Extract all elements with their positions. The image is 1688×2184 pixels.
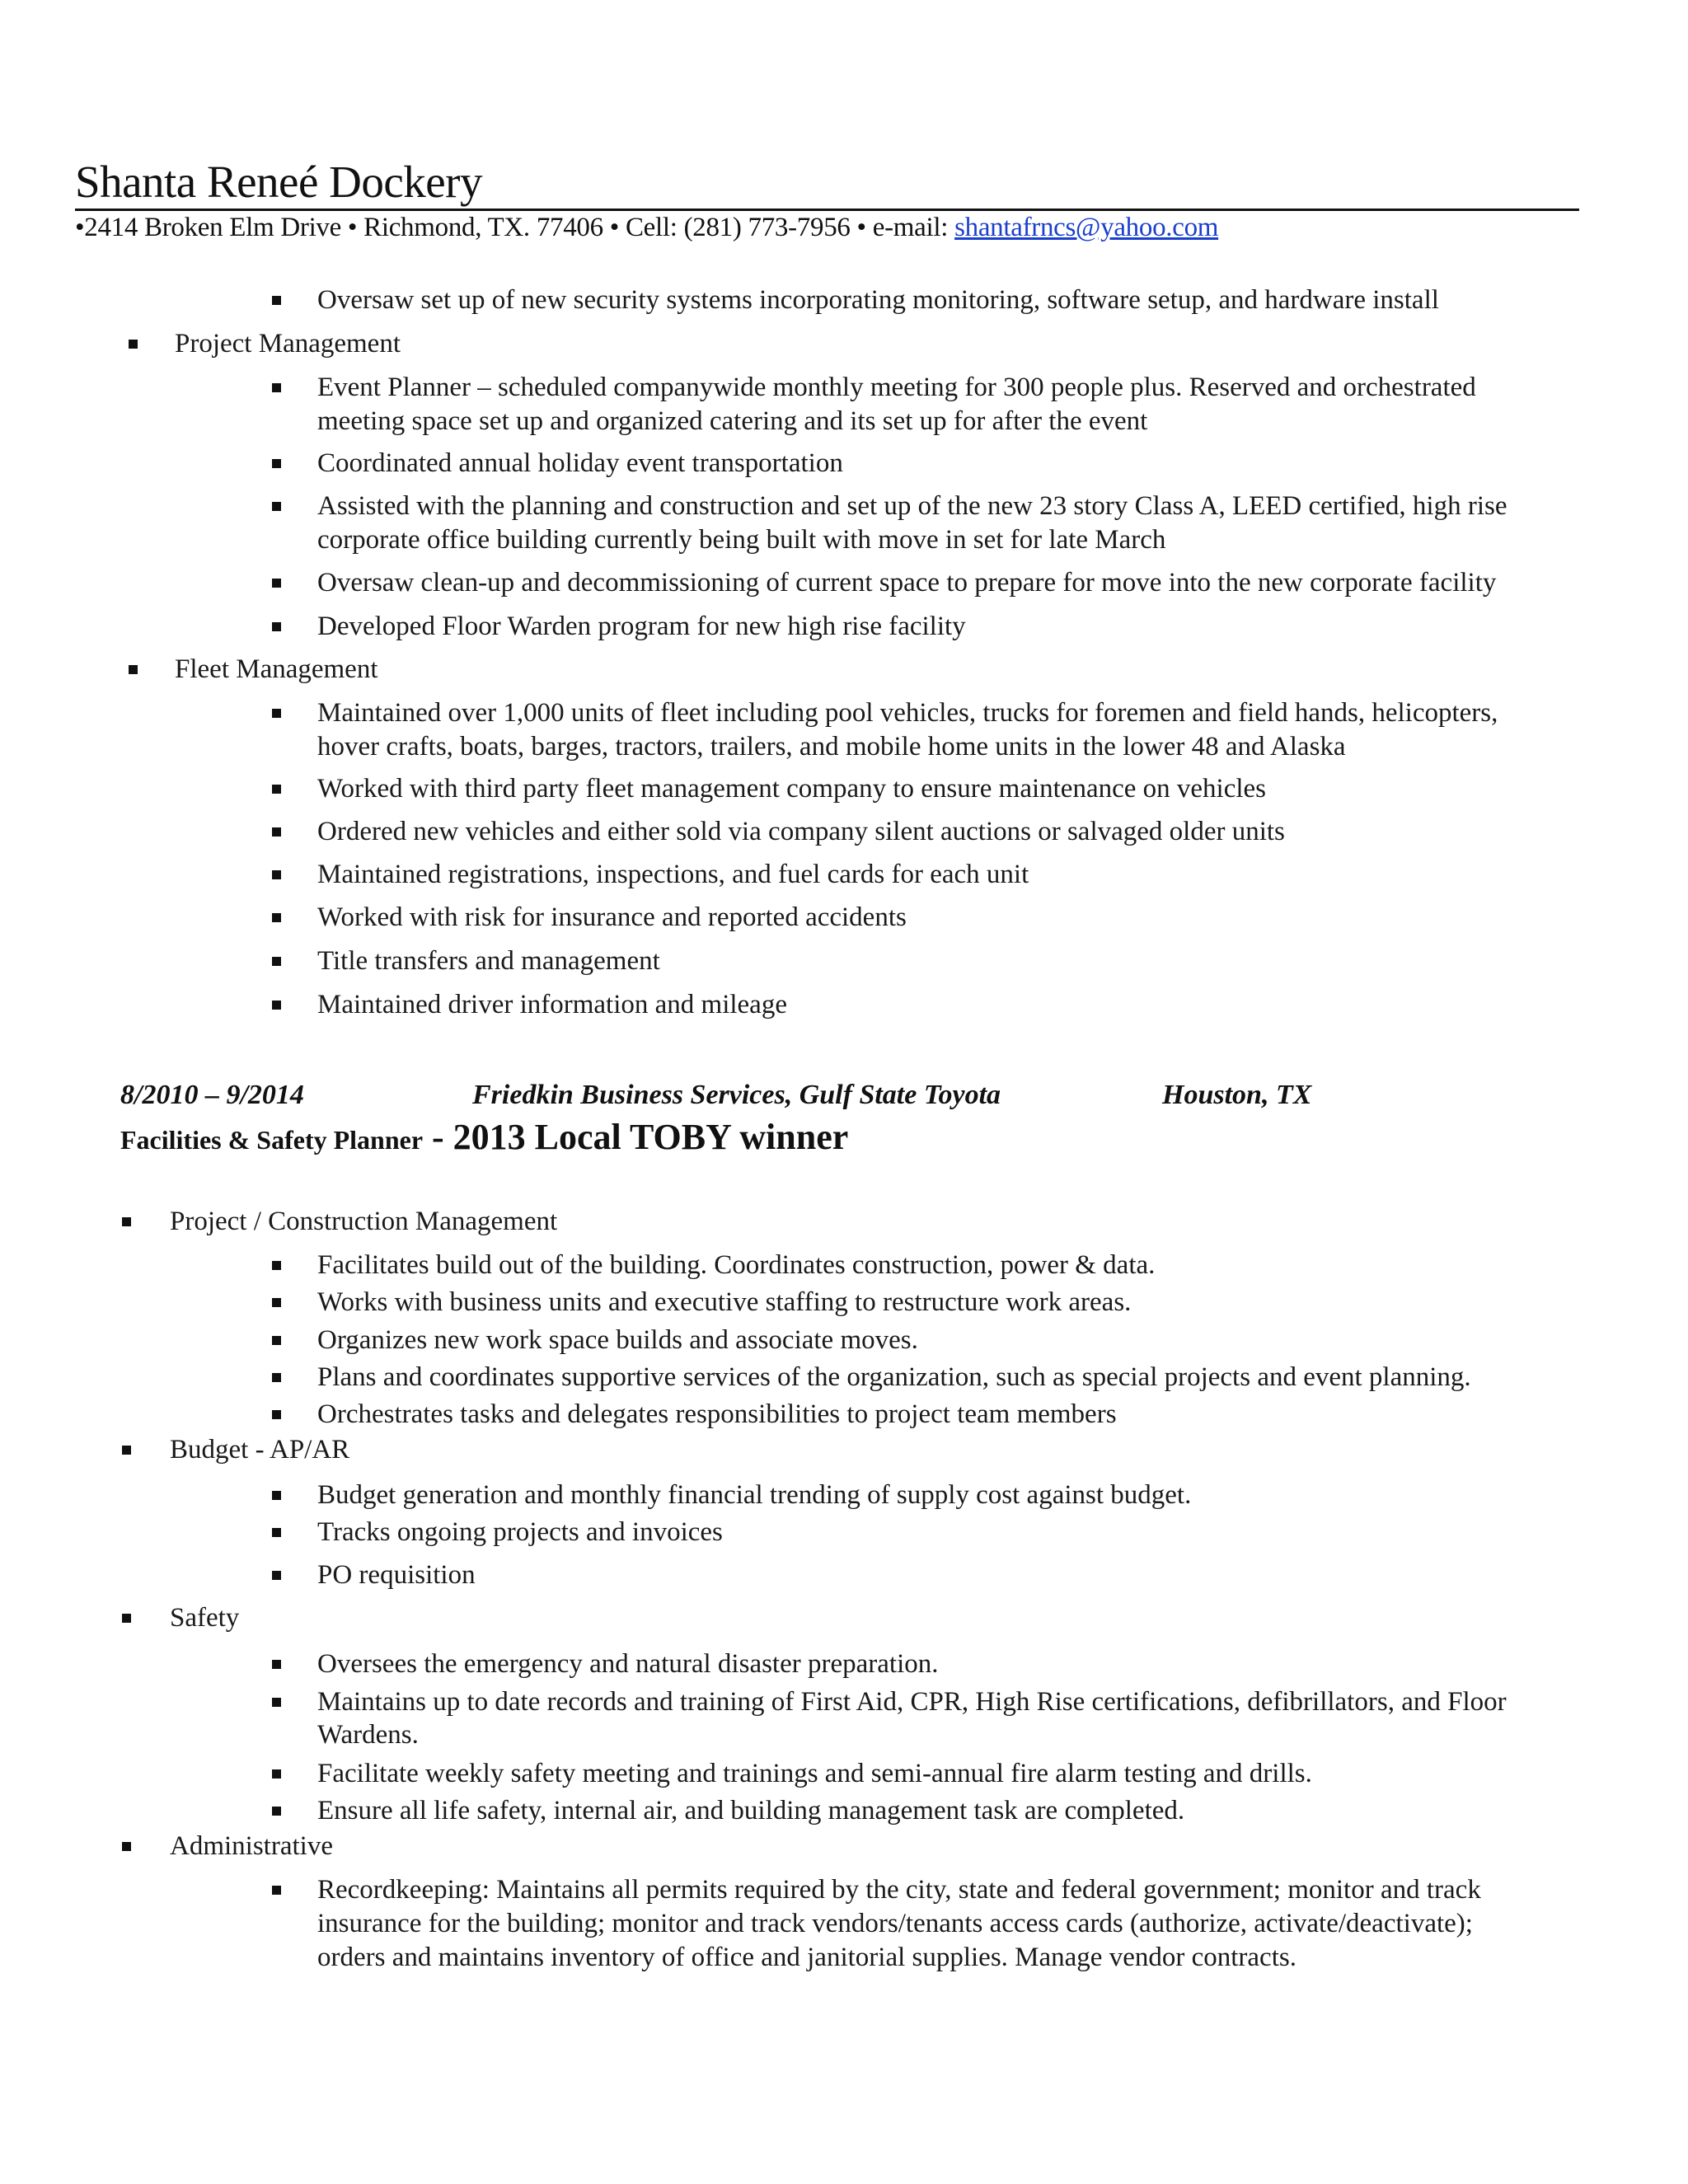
list-item: Oversaw set up of new security systems incorporating monitoring, software setup, and hardware install (317, 285, 1439, 315)
list-item: Title transfers and management (317, 946, 660, 976)
bullet-icon (272, 1298, 281, 1307)
list-item: Ordered new vehicles and either sold via company silent auctions or salvaged older units (317, 817, 1285, 846)
email-link[interactable]: shantafrncs@yahoo.com (954, 213, 1219, 242)
list-item: Tracks ongoing projects and invoices (317, 1517, 723, 1547)
resume-name: Shanta Reneé Dockery (75, 157, 482, 207)
job-award: - 2013 Local TOBY winner (423, 1117, 849, 1157)
list-item: Facilitate weekly safety meeting and trainings and semi-annual fire alarm testing and drills. (317, 1759, 1312, 1788)
list-item: Maintains up to date records and training of First Aid, CPR, High Rise certifications, defibrillators, and Floor (317, 1687, 1507, 1717)
bullet-icon (272, 1261, 281, 1270)
bullet-icon (272, 622, 281, 631)
list-item: Event Planner – scheduled companywide monthly meeting for 300 people plus. Reserved and orchestrated (317, 373, 1476, 402)
list-item: Ensure all life safety, internal air, and building management task are completed. (317, 1796, 1185, 1825)
bullet-icon (272, 1528, 281, 1537)
job-location: Houston, TX (1162, 1080, 1312, 1110)
bullet-icon (272, 1807, 281, 1816)
list-item-continuation: insurance for the building; monitor and track vendors/tenants access cards (authorize, activate/deactivate); (317, 1909, 1473, 1938)
list-item-continuation: meeting space set up and organized catering and its set up for after the event (317, 406, 1148, 436)
list-item: Worked with third party fleet management company to ensure maintenance on vehicles (317, 774, 1267, 804)
list-item: Maintained driver information and mileage (317, 990, 787, 1019)
bullet-icon (272, 1660, 281, 1669)
list-item: Facilitates build out of the building. Coordinates construction, power & data. (317, 1250, 1156, 1280)
bullet-icon (129, 665, 138, 674)
contact-line (75, 210, 1218, 245)
bullet-icon (272, 296, 281, 305)
list-item: Plans and coordinates supportive services of the organization, such as special projects and event planning. (317, 1362, 1471, 1392)
list-item: Oversaw clean-up and decommissioning of current space to prepare for move into the new corporate facility (317, 568, 1497, 598)
bullet-icon (272, 1336, 281, 1345)
bullet-icon (272, 870, 281, 879)
bullet-icon (122, 1842, 131, 1851)
list-item-continuation: corporate office building currently being built with move in set for late March (317, 525, 1166, 555)
list-item: Works with business units and executive staffing to restructure work areas. (317, 1287, 1132, 1317)
bullet-icon (272, 785, 281, 794)
bullet-icon (272, 1373, 281, 1382)
bullet-icon (272, 1410, 281, 1419)
list-item: Orchestrates tasks and delegates responsibilities to project team members (317, 1399, 1117, 1429)
bullet-icon (272, 459, 281, 468)
bullet-icon (272, 579, 281, 588)
bullet-icon (272, 1886, 281, 1895)
bullet-icon (129, 340, 138, 349)
section-heading-fleet-management: Fleet Management (175, 654, 378, 684)
list-item: Organizes new work space builds and associate moves. (317, 1325, 918, 1355)
list-item-continuation: hover crafts, boats, barges, tractors, trailers, and mobile home units in the lower 48 and Alaska (317, 732, 1346, 762)
contact-info: •2414 Broken Elm Drive • Richmond, TX. 77406 • Cell: (281) 773-7956 • e-mail: (75, 213, 955, 242)
job-employer: Friedkin Business Services, Gulf State Toyota (472, 1080, 1001, 1110)
list-item: Recordkeeping: Maintains all permits required by the city, state and federal government; monitor and track (317, 1875, 1481, 1905)
section-heading-safety: Safety (170, 1603, 240, 1633)
section-heading-administrative: Administrative (170, 1831, 333, 1861)
list-item-continuation: orders and maintains inventory of office and janitorial supplies. Manage vendor contracts. (317, 1943, 1296, 1972)
section-heading-construction: Project / Construction Management (170, 1207, 558, 1236)
section-heading-project-management: Project Management (175, 329, 401, 359)
bullet-icon (122, 1446, 131, 1455)
bullet-icon (272, 502, 281, 511)
bullet-icon (122, 1614, 131, 1623)
list-item: Coordinated annual holiday event transportation (317, 448, 843, 478)
list-item: PO requisition (317, 1560, 476, 1590)
list-item-continuation: Wardens. (317, 1720, 419, 1750)
job-title-line (120, 1116, 848, 1158)
bullet-icon (272, 827, 281, 837)
bullet-icon (272, 913, 281, 922)
bullet-icon (272, 1769, 281, 1779)
list-item: Worked with risk for insurance and reported accidents (317, 902, 907, 932)
bullet-icon (272, 1571, 281, 1580)
bullet-icon (272, 1001, 281, 1010)
list-item: Developed Floor Warden program for new high rise facility (317, 612, 966, 641)
job-title: Facilities & Safety Planner (120, 1125, 424, 1155)
list-item: Oversees the emergency and natural disaster preparation. (317, 1649, 939, 1679)
list-item: Maintained over 1,000 units of fleet including pool vehicles, trucks for foremen and field hands, helicopters, (317, 698, 1498, 728)
bullet-icon (272, 1698, 281, 1707)
bullet-icon (272, 957, 281, 966)
bullet-icon (272, 709, 281, 718)
job-dates: 8/2010 – 9/2014 (120, 1080, 304, 1110)
bullet-icon (272, 1491, 281, 1500)
list-item: Maintained registrations, inspections, and fuel cards for each unit (317, 860, 1029, 889)
list-item: Assisted with the planning and construction and set up of the new 23 story Class A, LEED certified, high rise (317, 491, 1507, 521)
section-heading-budget: Budget - AP/AR (170, 1435, 350, 1465)
list-item: Budget generation and monthly financial trending of supply cost against budget. (317, 1480, 1192, 1510)
bullet-icon (122, 1217, 131, 1226)
bullet-icon (272, 383, 281, 392)
